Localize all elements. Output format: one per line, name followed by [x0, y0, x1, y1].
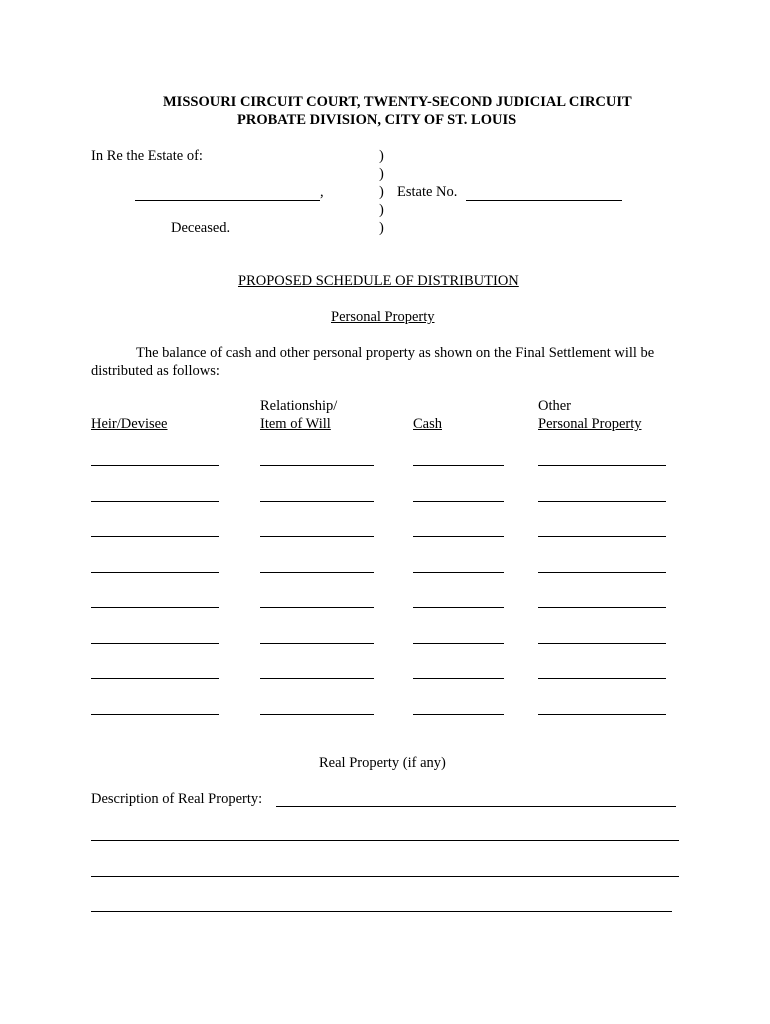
caption-paren-5: ): [379, 220, 384, 236]
court-title-line1: MISSOURI CIRCUIT COURT, TWENTY-SECOND JUDICIAL CIRCUIT: [163, 94, 632, 110]
schedule-title: PROPOSED SCHEDULE OF DISTRIBUTION: [238, 273, 519, 289]
deceased-label: Deceased.: [171, 220, 231, 236]
other-property-field[interactable]: [538, 465, 666, 466]
cash-field[interactable]: [413, 714, 504, 715]
heir-devisee-field[interactable]: [91, 572, 219, 573]
col-heir-devisee: Heir/Devisee: [91, 416, 168, 432]
relationship-field[interactable]: [260, 501, 374, 502]
intro-line-2: distributed as follows:: [91, 363, 220, 379]
estate-no-field[interactable]: [466, 200, 622, 201]
real-property-description-label: Description of Real Property:: [91, 791, 263, 807]
intro-line-1: The balance of cash and other personal property as shown on the Final Settlement will be: [136, 345, 655, 361]
real-property-line-2[interactable]: [91, 840, 679, 841]
heir-devisee-field[interactable]: [91, 465, 219, 466]
real-property-description-field[interactable]: [276, 806, 676, 807]
court-title-line2: PROBATE DIVISION, CITY OF ST. LOUIS: [237, 112, 517, 128]
real-property-line-3[interactable]: [91, 876, 679, 877]
col-relationship-bottom: Item of Will: [260, 416, 331, 432]
cash-field[interactable]: [413, 536, 504, 537]
heir-devisee-field[interactable]: [91, 678, 219, 679]
col-relationship-top: Relationship/: [260, 398, 338, 414]
col-cash: Cash: [413, 416, 442, 432]
cash-field[interactable]: [413, 643, 504, 644]
relationship-field[interactable]: [260, 465, 374, 466]
cash-field[interactable]: [413, 607, 504, 608]
relationship-field[interactable]: [260, 714, 374, 715]
estate-no-label: Estate No.: [397, 184, 458, 200]
decedent-name-comma: ,: [320, 184, 324, 200]
heir-devisee-field[interactable]: [91, 643, 219, 644]
caption-paren-3: ): [379, 184, 384, 200]
caption-paren-2: ): [379, 166, 384, 182]
caption-paren-1: ): [379, 148, 384, 164]
relationship-field[interactable]: [260, 572, 374, 573]
cash-field[interactable]: [413, 501, 504, 502]
heir-devisee-field[interactable]: [91, 714, 219, 715]
in-re-label: In Re the Estate of:: [91, 148, 203, 164]
col-other-bottom: Personal Property: [538, 416, 642, 432]
other-property-field[interactable]: [538, 501, 666, 502]
heir-devisee-field[interactable]: [91, 536, 219, 537]
other-property-field[interactable]: [538, 572, 666, 573]
relationship-field[interactable]: [260, 607, 374, 608]
caption-paren-4: ): [379, 202, 384, 218]
decedent-name-field[interactable]: [135, 200, 320, 201]
cash-field[interactable]: [413, 572, 504, 573]
cash-field[interactable]: [413, 678, 504, 679]
relationship-field[interactable]: [260, 536, 374, 537]
heir-devisee-field[interactable]: [91, 501, 219, 502]
other-property-field[interactable]: [538, 678, 666, 679]
heir-devisee-field[interactable]: [91, 607, 219, 608]
real-property-heading: Real Property (if any): [319, 755, 446, 771]
real-property-line-4[interactable]: [91, 911, 672, 912]
other-property-field[interactable]: [538, 714, 666, 715]
other-property-field[interactable]: [538, 607, 666, 608]
other-property-field[interactable]: [538, 536, 666, 537]
relationship-field[interactable]: [260, 643, 374, 644]
cash-field[interactable]: [413, 465, 504, 466]
personal-property-heading: Personal Property: [331, 309, 435, 325]
relationship-field[interactable]: [260, 678, 374, 679]
other-property-field[interactable]: [538, 643, 666, 644]
col-other-top: Other: [538, 398, 572, 414]
